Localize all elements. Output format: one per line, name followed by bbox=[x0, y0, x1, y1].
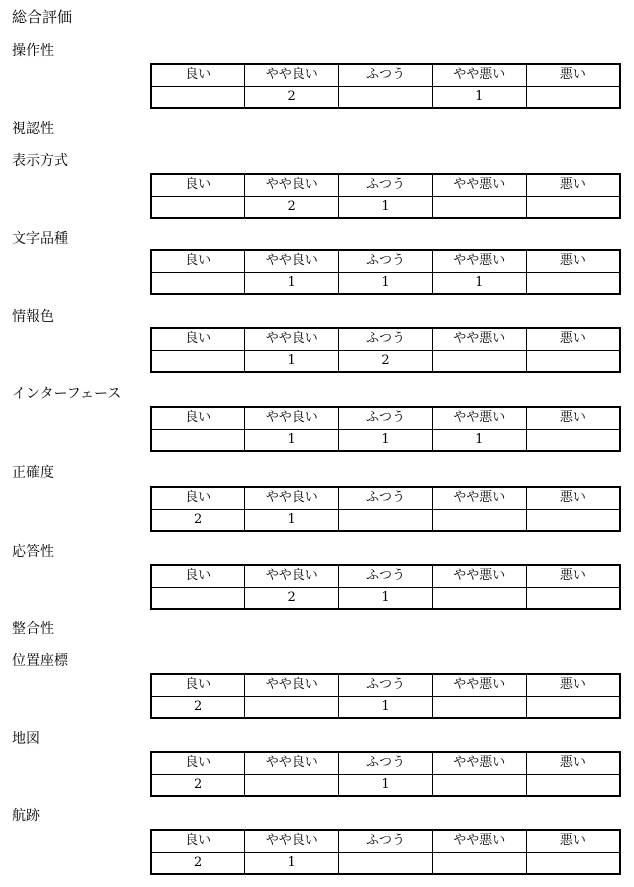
header-cell-fairly-good: やや良い bbox=[245, 752, 339, 774]
value-cell-good: 2 bbox=[151, 852, 245, 874]
header-cell-fairly-good: やや良い bbox=[245, 674, 339, 696]
header-cell-fairly-bad: やや悪い bbox=[432, 250, 526, 272]
value-cell-good: 2 bbox=[151, 509, 245, 531]
value-cell-bad bbox=[526, 587, 620, 609]
header-cell-fairly-good: やや良い bbox=[245, 174, 339, 196]
table-header-row bbox=[151, 487, 620, 509]
value-cell-fairly-good bbox=[245, 774, 339, 796]
rating-table-track bbox=[150, 829, 621, 875]
table-value-row bbox=[151, 509, 620, 531]
section-label-accuracy: 正確度 bbox=[12, 465, 54, 481]
rating-table-interface bbox=[150, 406, 621, 452]
value-cell-fairly-good: 1 bbox=[245, 429, 339, 451]
value-cell-fairly-good bbox=[245, 696, 339, 718]
header-cell-good: 良い bbox=[151, 328, 245, 350]
table-header-row bbox=[151, 565, 620, 587]
value-cell-bad bbox=[526, 272, 620, 294]
header-cell-average: ふつう bbox=[339, 565, 433, 587]
table-header-row bbox=[151, 752, 620, 774]
value-cell-fairly-bad bbox=[432, 509, 526, 531]
value-cell-bad bbox=[526, 696, 620, 718]
value-cell-good bbox=[151, 196, 245, 218]
header-cell-fairly-bad: やや悪い bbox=[432, 830, 526, 852]
header-cell-fairly-good: やや良い bbox=[245, 830, 339, 852]
header-cell-fairly-good: やや良い bbox=[245, 64, 339, 86]
group-heading-visibility: 視認性 bbox=[12, 121, 54, 137]
header-cell-bad: 悪い bbox=[526, 565, 620, 587]
value-cell-good: 2 bbox=[151, 774, 245, 796]
value-cell-bad bbox=[526, 350, 620, 372]
page-title: 総合評価 bbox=[12, 8, 73, 26]
header-cell-average: ふつう bbox=[339, 328, 433, 350]
table-header-row bbox=[151, 328, 620, 350]
value-cell-average: 1 bbox=[339, 272, 433, 294]
header-cell-fairly-bad: やや悪い bbox=[432, 487, 526, 509]
section-label-track: 航跡 bbox=[12, 808, 40, 824]
header-cell-good: 良い bbox=[151, 487, 245, 509]
value-cell-fairly-bad bbox=[432, 774, 526, 796]
value-cell-fairly-good: 1 bbox=[245, 272, 339, 294]
header-cell-fairly-bad: やや悪い bbox=[432, 752, 526, 774]
section-label-position-coords: 位置座標 bbox=[12, 653, 68, 669]
header-cell-fairly-good: やや良い bbox=[245, 407, 339, 429]
value-cell-good: 2 bbox=[151, 696, 245, 718]
value-cell-fairly-good: 2 bbox=[245, 587, 339, 609]
value-cell-average: 1 bbox=[339, 696, 433, 718]
table-value-row bbox=[151, 774, 620, 796]
table-value-row bbox=[151, 272, 620, 294]
rating-table-responsiveness bbox=[150, 564, 621, 610]
header-cell-fairly-bad: やや悪い bbox=[432, 174, 526, 196]
header-cell-bad: 悪い bbox=[526, 250, 620, 272]
rating-table-info-color bbox=[150, 327, 621, 373]
rating-table-accuracy bbox=[150, 486, 621, 532]
header-cell-fairly-bad: やや悪い bbox=[432, 407, 526, 429]
section-label-interface: インターフェース bbox=[12, 386, 122, 402]
table-value-row bbox=[151, 196, 620, 218]
value-cell-bad bbox=[526, 509, 620, 531]
header-cell-average: ふつう bbox=[339, 830, 433, 852]
value-cell-bad bbox=[526, 774, 620, 796]
header-cell-good: 良い bbox=[151, 174, 245, 196]
table-header-row bbox=[151, 830, 620, 852]
header-cell-average: ふつう bbox=[339, 250, 433, 272]
section-label-font-type: 文字品種 bbox=[12, 231, 68, 247]
value-cell-fairly-bad: 1 bbox=[432, 429, 526, 451]
value-cell-good bbox=[151, 587, 245, 609]
header-cell-average: ふつう bbox=[339, 64, 433, 86]
table-value-row bbox=[151, 696, 620, 718]
rating-table-font-type bbox=[150, 249, 621, 295]
value-cell-bad bbox=[526, 429, 620, 451]
value-cell-good bbox=[151, 272, 245, 294]
header-cell-fairly-bad: やや悪い bbox=[432, 674, 526, 696]
header-cell-fairly-bad: やや悪い bbox=[432, 565, 526, 587]
table-value-row bbox=[151, 429, 620, 451]
header-cell-average: ふつう bbox=[339, 487, 433, 509]
value-cell-average bbox=[339, 509, 433, 531]
table-header-row bbox=[151, 174, 620, 196]
section-label-responsiveness: 応答性 bbox=[12, 544, 54, 560]
header-cell-bad: 悪い bbox=[526, 174, 620, 196]
header-cell-good: 良い bbox=[151, 752, 245, 774]
header-cell-fairly-good: やや良い bbox=[245, 328, 339, 350]
header-cell-good: 良い bbox=[151, 830, 245, 852]
header-cell-good: 良い bbox=[151, 674, 245, 696]
header-cell-fairly-good: やや良い bbox=[245, 487, 339, 509]
header-cell-bad: 悪い bbox=[526, 328, 620, 350]
header-cell-average: ふつう bbox=[339, 407, 433, 429]
header-cell-average: ふつう bbox=[339, 174, 433, 196]
header-cell-good: 良い bbox=[151, 407, 245, 429]
header-cell-average: ふつう bbox=[339, 752, 433, 774]
table-header-row bbox=[151, 407, 620, 429]
value-cell-fairly-good: 1 bbox=[245, 350, 339, 372]
value-cell-fairly-bad bbox=[432, 587, 526, 609]
table-value-row bbox=[151, 852, 620, 874]
value-cell-fairly-good: 1 bbox=[245, 509, 339, 531]
rating-table-operability bbox=[150, 63, 621, 109]
value-cell-fairly-bad bbox=[432, 350, 526, 372]
header-cell-fairly-good: やや良い bbox=[245, 250, 339, 272]
section-label-info-color: 情報色 bbox=[12, 309, 54, 325]
rating-table-display-method bbox=[150, 173, 621, 219]
value-cell-good bbox=[151, 86, 245, 108]
value-cell-average: 1 bbox=[339, 429, 433, 451]
value-cell-fairly-bad: 1 bbox=[432, 86, 526, 108]
table-value-row bbox=[151, 350, 620, 372]
value-cell-fairly-good: 2 bbox=[245, 196, 339, 218]
section-label-map: 地図 bbox=[12, 731, 40, 747]
value-cell-average: 1 bbox=[339, 587, 433, 609]
table-header-row bbox=[151, 64, 620, 86]
header-cell-average: ふつう bbox=[339, 674, 433, 696]
value-cell-fairly-bad: 1 bbox=[432, 272, 526, 294]
header-cell-bad: 悪い bbox=[526, 407, 620, 429]
value-cell-fairly-bad bbox=[432, 852, 526, 874]
header-cell-fairly-bad: やや悪い bbox=[432, 328, 526, 350]
group-heading-consistency: 整合性 bbox=[12, 621, 54, 637]
header-cell-good: 良い bbox=[151, 64, 245, 86]
section-label-display-method: 表示方式 bbox=[12, 153, 68, 169]
table-header-row bbox=[151, 250, 620, 272]
value-cell-bad bbox=[526, 86, 620, 108]
value-cell-average bbox=[339, 852, 433, 874]
header-cell-bad: 悪い bbox=[526, 674, 620, 696]
value-cell-average: 1 bbox=[339, 196, 433, 218]
header-cell-fairly-bad: やや悪い bbox=[432, 64, 526, 86]
value-cell-average: 1 bbox=[339, 774, 433, 796]
section-label-operability: 操作性 bbox=[12, 43, 54, 59]
value-cell-average: 2 bbox=[339, 350, 433, 372]
value-cell-average bbox=[339, 86, 433, 108]
value-cell-good bbox=[151, 350, 245, 372]
value-cell-fairly-bad bbox=[432, 696, 526, 718]
header-cell-bad: 悪い bbox=[526, 64, 620, 86]
value-cell-fairly-good: 1 bbox=[245, 852, 339, 874]
value-cell-good bbox=[151, 429, 245, 451]
table-header-row bbox=[151, 674, 620, 696]
table-value-row bbox=[151, 587, 620, 609]
header-cell-good: 良い bbox=[151, 250, 245, 272]
header-cell-bad: 悪い bbox=[526, 752, 620, 774]
rating-table-map bbox=[150, 751, 621, 797]
header-cell-bad: 悪い bbox=[526, 487, 620, 509]
value-cell-fairly-good: 2 bbox=[245, 86, 339, 108]
value-cell-bad bbox=[526, 196, 620, 218]
table-value-row bbox=[151, 86, 620, 108]
rating-table-position-coords bbox=[150, 673, 621, 719]
value-cell-fairly-bad bbox=[432, 196, 526, 218]
header-cell-bad: 悪い bbox=[526, 830, 620, 852]
header-cell-good: 良い bbox=[151, 565, 245, 587]
header-cell-fairly-good: やや良い bbox=[245, 565, 339, 587]
value-cell-bad bbox=[526, 852, 620, 874]
